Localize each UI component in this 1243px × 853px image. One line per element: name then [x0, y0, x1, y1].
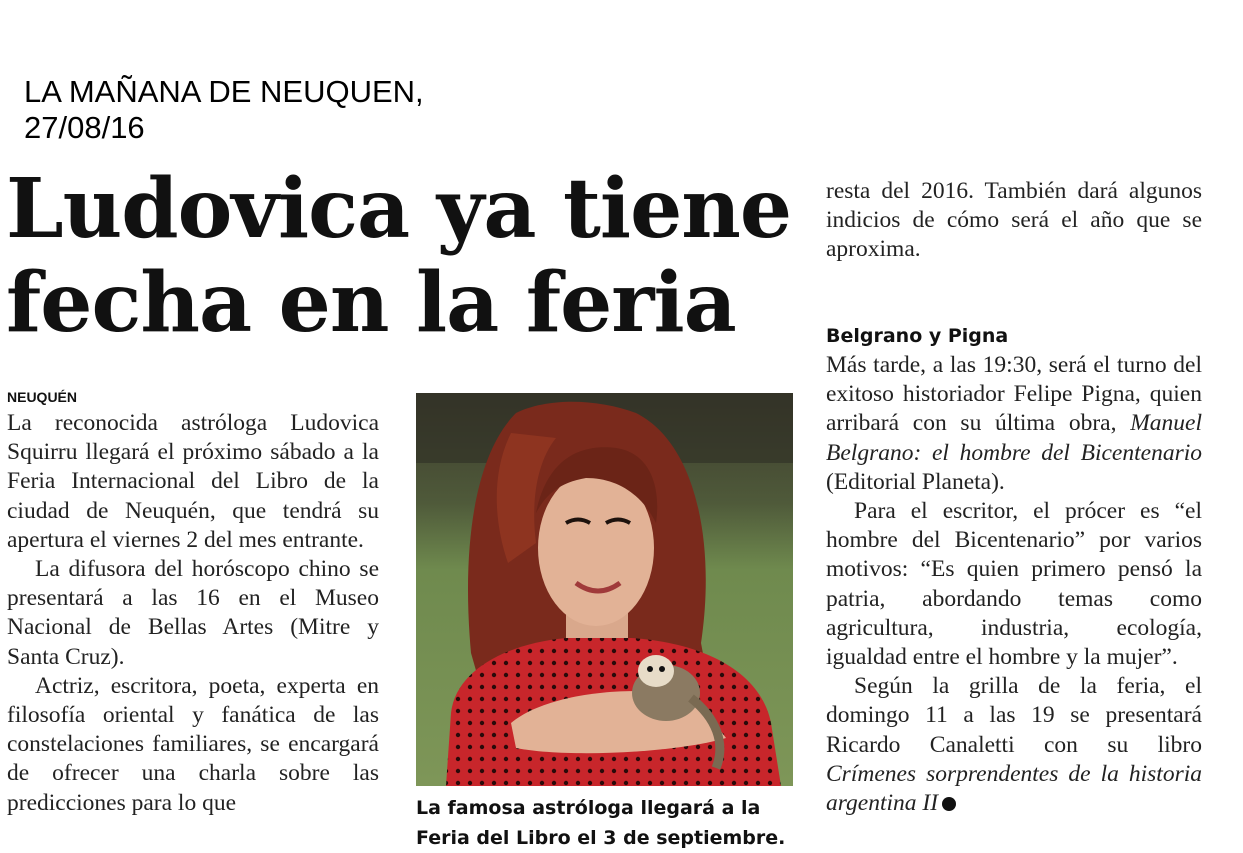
article-column-3: [826, 322, 1202, 818]
article-column-1: [7, 409, 379, 818]
caption-line-1: La famosa astróloga llegará a la: [416, 797, 761, 819]
end-of-article-bullet-icon: [942, 797, 956, 811]
paragraph-canaletti: [826, 672, 1202, 818]
photo-caption: [416, 793, 796, 853]
paragraph-quote: Para el escritor, el prócer es “el hombre del Bicentenario” por varios motivos: “Es quien primero pensó la patria, abordando temas como agricultura, industria, ecología, igualdad entre el hombre y la mujer”.: [826, 498, 1202, 671]
pigna-text-end: (Editorial Planeta).: [826, 468, 1005, 495]
paragraph-pigna: [826, 351, 1202, 497]
source-newspaper: LA MAÑANA DE NEUQUEN,: [24, 74, 424, 109]
article-photo: [416, 393, 793, 786]
article-column-3-top: [826, 177, 1202, 265]
headline-line-2: fecha en la feria: [6, 255, 736, 351]
pigna-text-start: Más tarde, a las 19:30, será el turno del exitoso historiador Felipe Pigna, quien arribará con su última obra,: [826, 352, 1202, 437]
book-title-crimenes: Crímenes sorprendentes de la historia argentina II: [826, 760, 1202, 817]
headline-line-1: Ludovica ya tiene: [6, 161, 792, 257]
source-date: 27/08/16: [24, 110, 145, 145]
photo-illustration: [416, 393, 793, 786]
paragraph-biography: Actriz, escritora, poeta, experta en filosofía oriental y fanática de las constelaciones familiares, se encargará de ofrecer una charla sobre las predicciones para lo que: [7, 672, 379, 816]
caption-line-2: Feria del Libro el 3 de septiembre.: [416, 827, 786, 849]
canaletti-text: Según la grilla de la feria, el domingo 11 a las 19 se presentará Ricardo Canaletti con su libro: [826, 673, 1202, 758]
location-kicker: NEUQUÉN: [7, 389, 78, 405]
paragraph-predictions: resta del 2016. También dará algunos indicios de cómo será el año que se aproxima.: [826, 178, 1202, 263]
book-title-belgrano: Manuel Belgrano: el hombre del Bicentenario: [826, 410, 1202, 466]
paragraph-presentation: La difusora del horóscopo chino se presentará a las 16 en el Museo Nacional de Bellas Artes (Mitre y Santa Cruz).: [7, 556, 379, 670]
headline: [6, 162, 806, 350]
source-label: [24, 74, 424, 146]
paragraph-intro: La reconocida astróloga Ludovica Squirru llegará el próximo sábado a la Feria Internacional del Libro de la ciudad de Neuquén, que tendrá su apertura el viernes 2 del mes entrante.: [7, 410, 379, 553]
section-subhead: Belgrano y Pigna: [826, 325, 1009, 347]
